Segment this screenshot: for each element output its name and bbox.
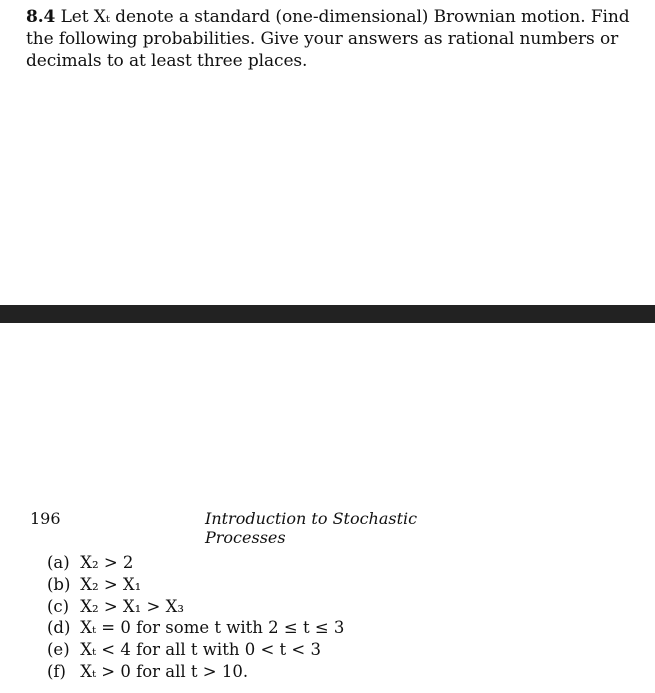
page-header [30, 509, 500, 547]
list-item-b [47, 574, 344, 596]
list-item-e [47, 639, 344, 661]
item-text: X₂ > 2 [80, 553, 134, 572]
item-label: (c) [47, 596, 70, 616]
list-item-d [47, 617, 344, 639]
problem-number: 8.4 [26, 7, 56, 27]
problem-statement [26, 6, 638, 72]
page-number: 196 [30, 509, 61, 528]
item-text: X₂ > X₁ [80, 574, 142, 594]
running-title: Introduction to Stochastic Processes [205, 509, 418, 547]
item-text: X₂ > X₁ > X₃ [80, 596, 184, 616]
item-label: (a) [47, 553, 70, 572]
list-item-a [47, 552, 344, 574]
item-label: (b) [47, 574, 71, 594]
item-label: (d) [47, 618, 71, 638]
item-text: Xₜ = 0 for some t with 2 ≤ t ≤ 3 [80, 618, 345, 638]
item-text: Xₜ < 4 for all t with 0 < t < 3 [80, 640, 321, 660]
item-text: Xₜ > 0 for all t > 10. [80, 661, 249, 681]
probability-list [47, 552, 344, 683]
item-label: (e) [47, 640, 70, 660]
item-label: (f) [47, 661, 66, 681]
page-divider [0, 305, 655, 323]
list-item-c [47, 596, 344, 618]
list-item-f [47, 661, 344, 683]
problem-text: Let Xₜ denote a standard (one-dimensional) Brownian motion. Find the following probabilities. Give your answers as rational numbers or decimals to at least three places. [26, 7, 630, 71]
